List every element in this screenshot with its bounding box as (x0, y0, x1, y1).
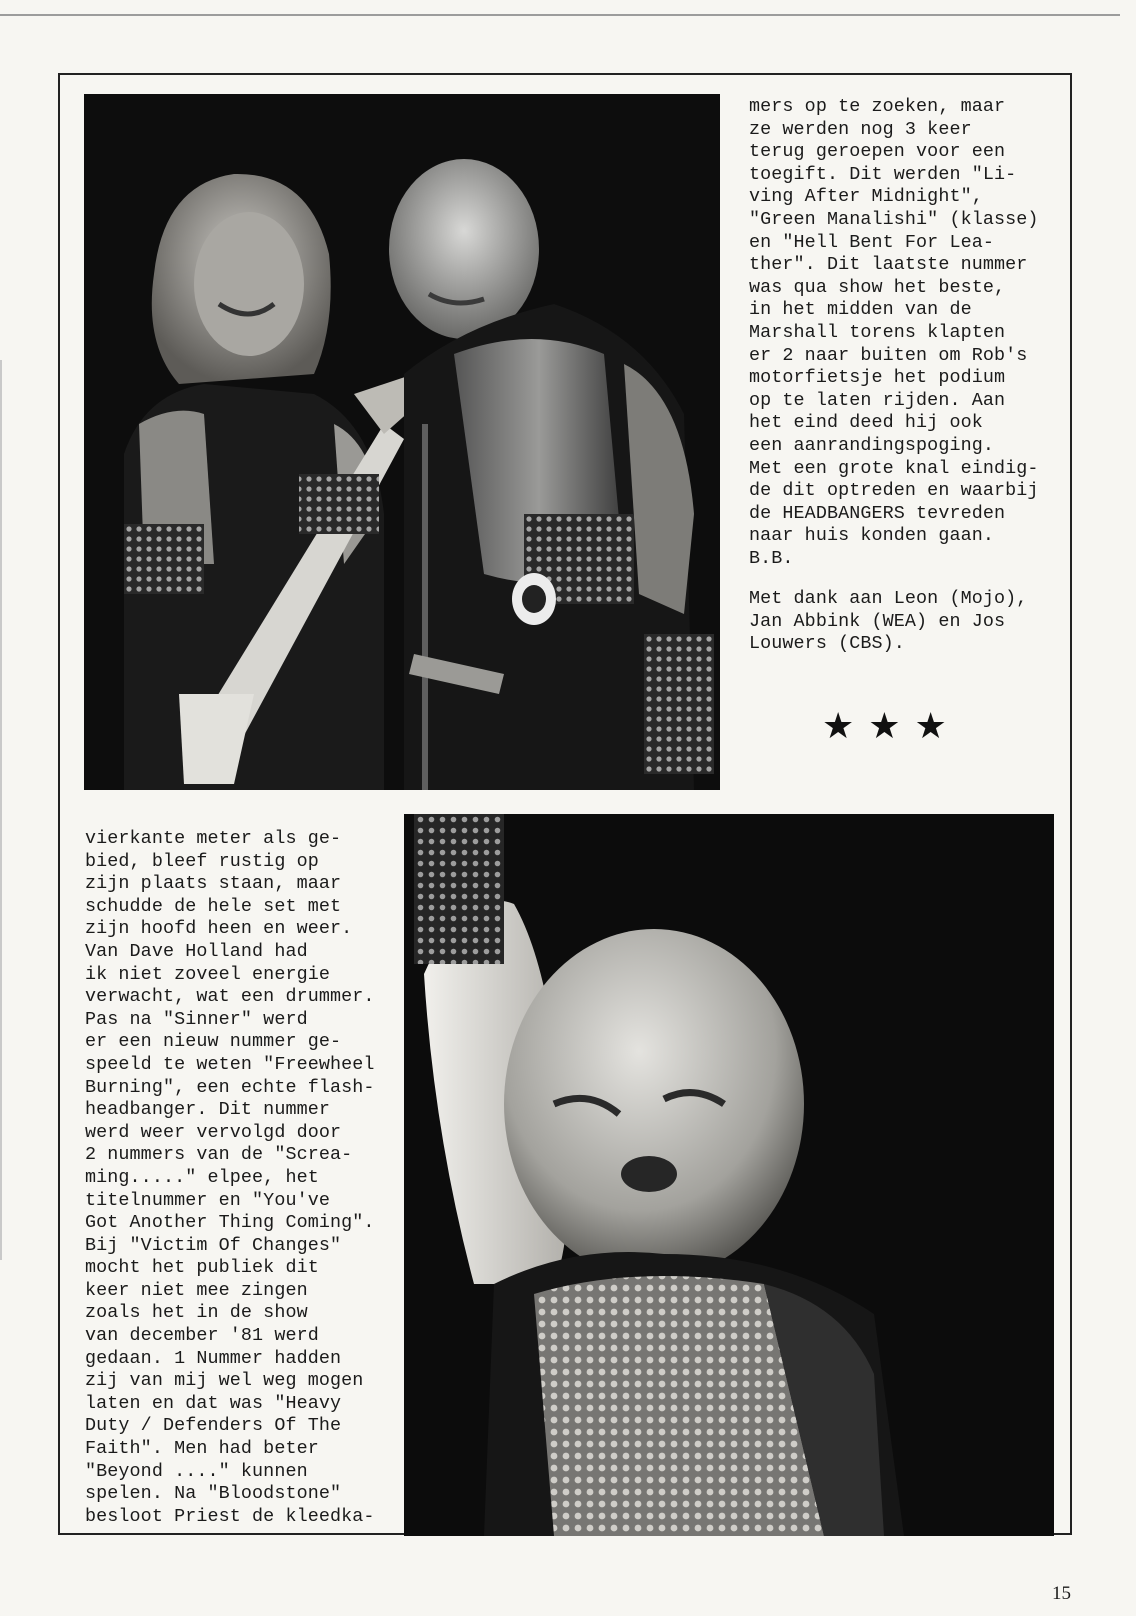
article-left-column-text: vierkante meter als ge- bied, bleef rustig op zijn plaats staan, maar schudde de hele set met zijn hoofd heen en weer. Van Dave Holland had ik niet zoveel energie verwacht, wat een drummer. Pas na "Sinner" werd er een nieuw nummer ge- speeld te weten "Freewheel Burning", een echte flash- headbanger. Dit nummer werd weer vervolgd door 2 nummers van de "Screa- ming....." elpee, het titelnummer en "You've Got Another Thing Coming". Bij "Victim Of Changes" mocht het publiek dit keer niet mee zingen zoals het in de show van december '81 werd gedaan. 1 Nummer hadden zij van mij wel weg mogen laten en dat was "Heavy Duty / Defenders Of The Faith". Men had beter "Beyond ...." kunnen spelen. Na "Bloodstone" besloot Priest de kleedka- (85, 828, 375, 1527)
article-credits-text: Met dank aan Leon (Mojo), Jan Abbink (WEA) en Jos Louwers (CBS). (749, 588, 1028, 655)
concert-photo-2-illustration (404, 814, 1054, 1536)
concert-photo-singer-closeup (404, 814, 1054, 1536)
section-separator-stars: ★★★ (822, 706, 961, 747)
page-left-edge (0, 360, 2, 1260)
article-right-column-text: mers op te zoeken, maar ze werden nog 3 keer terug geroepen voor een toegift. Dit werden "Li- ving After Midnight", "Green Manalishi" (klasse) en "Hell Bent For Lea- ther". Dit laatste nummer was qua show het beste, in het midden van de Marshall torens klapten er 2 naar buiten om Rob's motorfietsje het podium op te laten rijden. Aan het eind deed hij ook een aanrandingspoging. Met een grote knal eindig- de dit optreden en waarbij de HEADBANGERS tevreden naar huis konden gaan. B.B. (749, 96, 1039, 569)
page-top-rule (0, 14, 1120, 16)
concert-photo-guitarist-and-singer (84, 94, 720, 790)
page-number: 15 (1052, 1583, 1071, 1604)
concert-photo-1-illustration (84, 94, 720, 790)
